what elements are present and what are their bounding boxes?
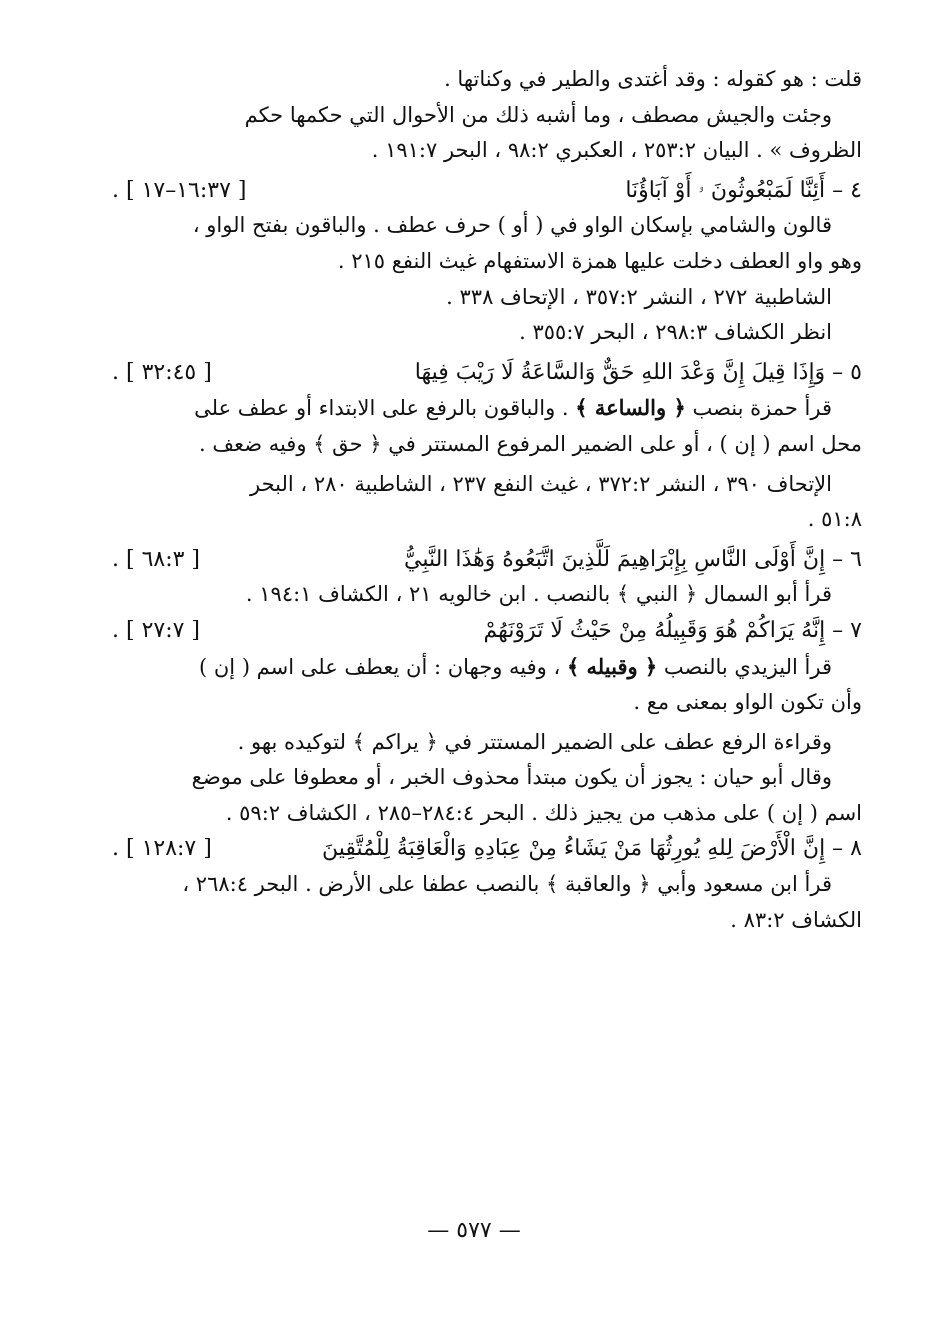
- text-line-12: قرأ أبو السمال ﴿ النبي ﴾ بالنصب . ابن خالويه ٢١ ، الكشاف ١٩٤:١ .: [245, 582, 832, 607]
- text-line-18: قرأ ابن مسعود وأبي ﴿ والعاقبة ﴾ بالنصب عطفا على الأرض . البحر ٢٦٨:٤ ،: [182, 872, 832, 897]
- yazidi-pre: قرأ اليزيدي بالنصب: [657, 654, 832, 679]
- text-line-1: قلت : هو كقوله : وقد أغتدى والطير في وكناتها .: [444, 67, 862, 91]
- text-line-16: وقال أبو حيان : يجوز أن يكون مبتدأ محذوف الخبر ، أو معطوفا على موضع: [191, 765, 832, 790]
- page-number: — ٥٧٧ —: [427, 1218, 521, 1243]
- yazidi-post: ، وفيه وجهان : أن يعطف على اسم ( إن ): [199, 654, 567, 679]
- text-line-8: [112, 390, 862, 427]
- yazidi-word: ﴿ وقبيله ﴾: [566, 653, 658, 679]
- verse-7: [112, 613, 862, 649]
- text-line-11: ٥١:٨ .: [807, 507, 862, 532]
- text-line-4: قالون والشامي بإسكان الواو في ( أو ) حرف عطف . والباقون بفتح الواو ،: [192, 213, 832, 238]
- text-line-7: انظر الكشاف ٢٩٨:٣ ، البحر ٣٥٥:٧ .: [519, 320, 832, 345]
- verse-6-text: ٦ – إِنَّ أَوْلَى النَّاسِ بِإِبْرَاهِيمَ لَلَّذِينَ اتَّبَعُوهُ وَهَٰذَا النَّبِيُّ: [403, 546, 862, 572]
- text-line-17: اسم ( إن ) على مذهب من يجيز ذلك . البحر ٢٨٤:٤–٢٨٥ ، الكشاف ٥٩:٢ .: [225, 800, 862, 825]
- page-body: [112, 62, 862, 938]
- verse-7-text: ٧ – إِنَّهُ يَرَاكُمْ هُوَ وَقَبِيلُهُ مِنْ حَيْثُ لَا تَرَوْنَهُمْ: [483, 617, 862, 643]
- verse-8-text: ٨ – إِنَّ الْأَرْضَ لِلهِ يُورِثُهَا مَنْ يَشَاءُ مِنْ عِبَادِهِ وَالْعَاقِبَةُ لِلْمُتَّقِينَ: [322, 836, 862, 862]
- hamza-pre: قرأ حمزة بنصب: [685, 396, 832, 421]
- text-line-13: [112, 649, 862, 686]
- verse-5-text: ٥ – وَإِذَا قِيلَ إِنَّ وَعْدَ اللهِ حَقٌّ وَالسَّاعَةُ لَا رَيْبَ فِيهَا: [414, 359, 862, 385]
- text-line-10: الإتحاف ٣٩٠ ، النشر ٣٧٢:٢ ، غيث النفع ٢٣٧ ، الشاطبية ٢٨٠ ، البحر: [250, 471, 832, 496]
- hamza-post: . والباقون بالرفع على الابتداء أو عطف على: [194, 396, 576, 421]
- text-line-14: وأن تكون الواو بمعنى مع .: [633, 690, 862, 715]
- verse-8-reference: [ ١٢٨:٧ ] .: [112, 836, 212, 862]
- verse-8: [112, 831, 862, 867]
- verse-4-reference: [ ١٦:٣٧–١٧ ] .: [112, 177, 247, 203]
- text-line-2: وجئت والجيش مصطف ، وما أشبه ذلك من الأحوال التي حكمها حكم: [244, 102, 832, 127]
- text-line-3: الظروف » . البيان ٢٥٣:٢ ، العكبري ٩٨:٢ ، البحر ١٩١:٧ .: [371, 138, 862, 163]
- text-line-15: وقراءة الرفع عطف على الضمير المستتر في ﴿ يراكم ﴾ لتوكيده بهو .: [237, 729, 832, 754]
- verse-4-text: ٤ – أَئِنَّا لَمَبْعُوثُونَ ‍ۥ أَوْ آبَاؤُنَا: [625, 177, 862, 203]
- text-line-5: وهو واو العطف دخلت عليها همزة الاستفهام غيث النفع ٢١٥ .: [337, 248, 862, 273]
- verse-5-reference: [ ٣٢:٤٥ ] .: [112, 359, 212, 385]
- text-line-6: الشاطبية ٢٧٢ ، النشر ٣٥٧:٢ ، الإتحاف ٣٣٨ .: [446, 284, 832, 309]
- text-line-9: محل اسم ( إن ) ، أو على الضمير المرفوع المستتر في ﴿ حق ﴾ وفيه ضعف .: [198, 431, 862, 456]
- verse-4: [112, 173, 862, 209]
- verse-5: [112, 355, 862, 391]
- verse-6-reference: [ ٦٨:٣ ] .: [112, 546, 201, 572]
- verse-6: [112, 542, 862, 578]
- text-line-19: الكشاف ٨٣:٢ .: [730, 907, 862, 932]
- verse-7-reference: [ ٢٧:٧ ] .: [112, 617, 201, 643]
- hamza-word: ﴿ والساعة ﴾: [575, 395, 686, 421]
